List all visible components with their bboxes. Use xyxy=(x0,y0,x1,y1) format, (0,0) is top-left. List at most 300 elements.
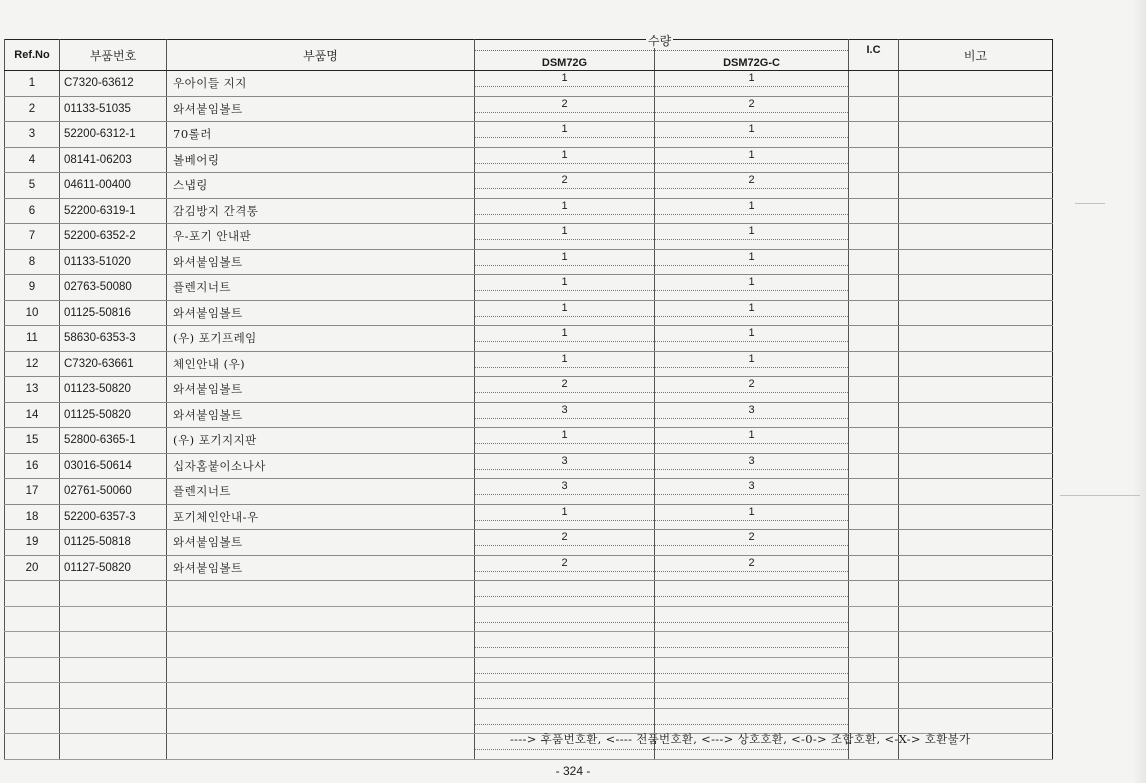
qty-dotted-line xyxy=(655,622,848,623)
ref-no-cell: 8 xyxy=(5,249,60,275)
qty-dotted-line xyxy=(475,596,654,597)
qty-model-1-cell xyxy=(475,402,655,428)
part-no-cell: 01133-51020 xyxy=(60,249,167,275)
qty-model-2-cell xyxy=(655,198,849,224)
part-name-cell: 와셔붙임볼트 xyxy=(167,300,475,326)
qty-dotted-line xyxy=(475,341,654,342)
qty-dotted-line xyxy=(655,443,848,444)
qty-dotted-line xyxy=(475,494,654,495)
ref-no-cell: 16 xyxy=(5,453,60,479)
qty-dotted-line xyxy=(475,545,654,546)
part-name-cell: 볼베어링 xyxy=(167,147,475,173)
remarks-cell xyxy=(899,122,1053,148)
qty-model-2-cell xyxy=(655,683,849,709)
ic-cell xyxy=(849,683,899,709)
qty-model-2-cell xyxy=(655,453,849,479)
qty-value: 2 xyxy=(561,378,568,390)
part-name-cell xyxy=(167,657,475,683)
ref-no-cell: 17 xyxy=(5,479,60,505)
qty-dotted-line xyxy=(475,647,654,648)
table-row xyxy=(5,555,1053,581)
ref-no-cell: 14 xyxy=(5,402,60,428)
qty-dotted-line xyxy=(475,137,654,138)
qty-divider xyxy=(655,50,848,51)
part-no-cell: 01125-50818 xyxy=(60,530,167,556)
qty-dotted-line xyxy=(655,545,848,546)
remarks-cell xyxy=(899,657,1053,683)
table-row xyxy=(5,147,1053,173)
ref-no-cell: 15 xyxy=(5,428,60,454)
qty-value: 1 xyxy=(561,301,568,314)
qty-model-1-cell xyxy=(475,249,655,275)
header-qty-model-1 xyxy=(475,40,655,71)
remarks-cell xyxy=(899,198,1053,224)
remarks-cell xyxy=(899,326,1053,352)
remarks-cell xyxy=(899,300,1053,326)
qty-value: 1 xyxy=(748,352,755,365)
qty-dotted-line xyxy=(655,596,848,597)
part-name-cell xyxy=(167,683,475,709)
scan-speck xyxy=(1075,203,1105,204)
qty-model-1-cell xyxy=(475,147,655,173)
qty-dotted-line xyxy=(655,571,848,572)
part-name-cell: 포기체인안내-우 xyxy=(167,504,475,530)
ic-cell xyxy=(849,708,899,734)
header-ref-no: Ref.No xyxy=(5,40,60,71)
remarks-cell xyxy=(899,555,1053,581)
qty-value: 1 xyxy=(748,199,755,212)
qty-model-1-cell xyxy=(475,479,655,505)
qty-model-2-cell xyxy=(655,300,849,326)
header-remarks: 비고 xyxy=(899,40,1053,71)
part-no-cell: 52200-6319-1 xyxy=(60,198,167,224)
ic-cell xyxy=(849,453,899,479)
qty-dotted-line xyxy=(475,239,654,240)
part-no-cell: 01133-51035 xyxy=(60,96,167,122)
remarks-cell xyxy=(899,453,1053,479)
part-name-cell: 와셔붙임볼트 xyxy=(167,530,475,556)
ic-cell xyxy=(849,96,899,122)
qty-dotted-line xyxy=(475,214,654,215)
part-no-cell: 01125-50816 xyxy=(60,300,167,326)
ic-cell xyxy=(849,147,899,173)
ref-no-cell xyxy=(5,708,60,734)
part-name-cell: 체인안내 (우) xyxy=(167,351,475,377)
remarks-cell xyxy=(899,606,1053,632)
qty-value: 2 xyxy=(748,556,755,569)
qty-value: 1 xyxy=(561,148,568,161)
qty-value: 1 xyxy=(561,276,568,288)
remarks-cell xyxy=(899,428,1053,454)
qty-model-1-cell xyxy=(475,504,655,530)
part-name-cell: 우아이들 지지 xyxy=(167,71,475,97)
ic-cell xyxy=(849,555,899,581)
part-no-cell xyxy=(60,708,167,734)
ref-no-cell: 20 xyxy=(5,555,60,581)
part-no-cell: C7320-63661 xyxy=(60,351,167,377)
remarks-cell xyxy=(899,96,1053,122)
part-name-cell: 와셔붙임볼트 xyxy=(167,377,475,403)
part-no-cell: C7320-63612 xyxy=(60,71,167,97)
part-name-cell xyxy=(167,708,475,734)
qty-dotted-line xyxy=(475,698,654,699)
qty-dotted-line xyxy=(655,698,848,699)
qty-model-1-cell xyxy=(475,453,655,479)
part-name-cell: 와셔붙임볼트 xyxy=(167,249,475,275)
ic-cell xyxy=(849,632,899,658)
table-row xyxy=(5,351,1053,377)
qty-dotted-line xyxy=(655,239,848,240)
ic-cell xyxy=(849,198,899,224)
qty-model-2-cell xyxy=(655,479,849,505)
ref-no-cell: 1 xyxy=(5,71,60,97)
part-no-cell: 02763-50080 xyxy=(60,275,167,301)
qty-dotted-line xyxy=(475,316,654,317)
qty-value: 1 xyxy=(561,429,568,441)
ref-no-cell: 5 xyxy=(5,173,60,199)
qty-model-1-cell xyxy=(475,683,655,709)
remarks-cell xyxy=(899,708,1053,734)
part-no-cell xyxy=(60,581,167,607)
qty-value: 1 xyxy=(748,72,755,84)
qty-dotted-line xyxy=(475,673,654,674)
qty-model-2-cell xyxy=(655,249,849,275)
table-row xyxy=(5,173,1053,199)
qty-value: 1 xyxy=(748,250,755,263)
qty-dotted-line xyxy=(475,392,654,393)
part-name-cell xyxy=(167,581,475,607)
qty-value: 2 xyxy=(748,531,755,543)
empty-row xyxy=(5,581,1053,607)
ref-no-cell: 9 xyxy=(5,275,60,301)
remarks-cell xyxy=(899,581,1053,607)
part-no-cell xyxy=(60,734,167,760)
part-no-cell: 01125-50820 xyxy=(60,402,167,428)
part-no-cell xyxy=(60,606,167,632)
ic-cell xyxy=(849,504,899,530)
qty-model-2-cell xyxy=(655,402,849,428)
qty-value: 2 xyxy=(748,174,755,186)
qty-value: 1 xyxy=(748,429,755,441)
qty-dotted-line xyxy=(475,520,654,521)
remarks-cell xyxy=(899,249,1053,275)
remarks-cell xyxy=(899,377,1053,403)
qty-model-2-cell xyxy=(655,147,849,173)
qty-model-1-cell xyxy=(475,428,655,454)
qty-model-2-cell xyxy=(655,555,849,581)
remarks-cell xyxy=(899,275,1053,301)
remarks-cell xyxy=(899,402,1053,428)
qty-value: 2 xyxy=(561,174,568,186)
remarks-cell xyxy=(899,504,1053,530)
remarks-cell xyxy=(899,173,1053,199)
ic-cell xyxy=(849,428,899,454)
remarks-cell xyxy=(899,351,1053,377)
qty-model-2-cell xyxy=(655,504,849,530)
part-no-cell: 04611-00400 xyxy=(60,173,167,199)
qty-dotted-line xyxy=(655,520,848,521)
qty-value: 1 xyxy=(561,72,568,84)
ic-cell xyxy=(849,657,899,683)
qty-model-1-cell xyxy=(475,275,655,301)
qty-dotted-line xyxy=(655,392,848,393)
ic-cell xyxy=(849,122,899,148)
ref-no-cell: 19 xyxy=(5,530,60,556)
part-no-cell: 52200-6357-3 xyxy=(60,504,167,530)
ref-no-cell: 18 xyxy=(5,504,60,530)
ref-no-cell xyxy=(5,657,60,683)
ref-no-cell: 2 xyxy=(5,96,60,122)
remarks-cell xyxy=(899,479,1053,505)
qty-model-2-cell xyxy=(655,351,849,377)
table-row xyxy=(5,402,1053,428)
qty-model-2-cell xyxy=(655,632,849,658)
table-row xyxy=(5,300,1053,326)
qty-model-2-cell xyxy=(655,530,849,556)
ref-no-cell xyxy=(5,606,60,632)
remarks-cell xyxy=(899,683,1053,709)
qty-value: 1 xyxy=(561,327,568,339)
qty-dotted-line xyxy=(655,469,848,470)
qty-value: 3 xyxy=(561,480,568,492)
ic-cell xyxy=(849,326,899,352)
qty-dotted-line xyxy=(475,443,654,444)
ic-cell xyxy=(849,377,899,403)
qty-model-1-cell xyxy=(475,122,655,148)
ic-cell xyxy=(849,249,899,275)
qty-value: 1 xyxy=(561,123,568,135)
ref-no-cell: 6 xyxy=(5,198,60,224)
qty-dotted-line xyxy=(475,724,654,725)
qty-value: 1 xyxy=(748,276,755,288)
qty-divider xyxy=(475,50,654,51)
qty-value: 1 xyxy=(748,225,755,237)
qty-model-2-cell xyxy=(655,657,849,683)
part-name-cell: 십자홈붙이소나사 xyxy=(167,453,475,479)
part-no-cell: 02761-50060 xyxy=(60,479,167,505)
qty-dotted-line xyxy=(655,188,848,189)
part-no-cell: 08141-06203 xyxy=(60,147,167,173)
qty-model-2-cell xyxy=(655,428,849,454)
empty-row xyxy=(5,657,1053,683)
part-no-cell: 01127-50820 xyxy=(60,555,167,581)
qty-value: 2 xyxy=(748,97,755,110)
qty-model-2-cell xyxy=(655,377,849,403)
part-name-cell: 와셔붙임볼트 xyxy=(167,555,475,581)
qty-value: 3 xyxy=(561,454,568,467)
part-name-cell: (우) 포기지지판 xyxy=(167,428,475,454)
ref-no-cell: 3 xyxy=(5,122,60,148)
qty-model-1-cell xyxy=(475,530,655,556)
qty-dotted-line xyxy=(655,724,848,725)
qty-model-1-cell xyxy=(475,632,655,658)
part-name-cell: 감김방지 간격통 xyxy=(167,198,475,224)
qty-dotted-line xyxy=(475,188,654,189)
qty-value: 2 xyxy=(561,556,568,569)
table-row xyxy=(5,96,1053,122)
compatibility-legend: ----> 후품번호환, <---- 전품번호환, <---> 상호호환, <-0-> 조합호환, <-X-> 호환불가 xyxy=(510,732,971,746)
qty-dotted-line xyxy=(655,214,848,215)
qty-value: 3 xyxy=(748,480,755,492)
qty-value: 3 xyxy=(561,403,568,416)
qty-dotted-line xyxy=(655,418,848,419)
ic-cell xyxy=(849,173,899,199)
model-2-label: DSM72G-C xyxy=(723,57,780,69)
qty-model-2-cell xyxy=(655,581,849,607)
qty-value: 2 xyxy=(561,531,568,543)
qty-dotted-line xyxy=(475,163,654,164)
qty-model-1-cell xyxy=(475,224,655,250)
part-name-cell: 와셔붙임볼트 xyxy=(167,96,475,122)
quantity-title: 수량 xyxy=(648,34,672,48)
qty-value: 3 xyxy=(748,403,755,416)
table-row xyxy=(5,122,1053,148)
parts-table xyxy=(4,39,1053,760)
qty-value: 1 xyxy=(561,250,568,263)
part-name-cell: 우-포기 안내판 xyxy=(167,224,475,250)
ic-cell xyxy=(849,71,899,97)
qty-model-1-cell xyxy=(475,198,655,224)
part-name-cell: 플렌지너트 xyxy=(167,479,475,505)
qty-dotted-line xyxy=(655,86,848,87)
qty-value: 1 xyxy=(748,301,755,314)
part-name-cell: 플렌지너트 xyxy=(167,275,475,301)
part-name-cell: (우) 포기프레임 xyxy=(167,326,475,352)
qty-model-2-cell xyxy=(655,224,849,250)
ic-cell xyxy=(849,606,899,632)
qty-model-1-cell xyxy=(475,351,655,377)
table-row xyxy=(5,428,1053,454)
qty-dotted-line xyxy=(475,290,654,291)
qty-dotted-line xyxy=(655,341,848,342)
part-name-cell: 70롤러 xyxy=(167,122,475,148)
qty-model-1-cell xyxy=(475,708,655,734)
header-part-no: 부품번호 xyxy=(60,40,167,71)
table-row xyxy=(5,275,1053,301)
header-part-name: 부품명 xyxy=(167,40,475,71)
ref-no-cell: 13 xyxy=(5,377,60,403)
qty-model-1-cell xyxy=(475,555,655,581)
ref-no-cell xyxy=(5,581,60,607)
qty-dotted-line xyxy=(475,571,654,572)
page-number: - 324 - xyxy=(555,764,591,778)
qty-model-2-cell xyxy=(655,708,849,734)
qty-model-2-cell xyxy=(655,326,849,352)
part-no-cell xyxy=(60,683,167,709)
table-row xyxy=(5,249,1053,275)
part-no-cell: 01123-50820 xyxy=(60,377,167,403)
table-row xyxy=(5,530,1053,556)
qty-model-1-cell xyxy=(475,606,655,632)
qty-dotted-line xyxy=(655,112,848,113)
ref-no-cell xyxy=(5,632,60,658)
table-row xyxy=(5,377,1053,403)
qty-model-2-cell xyxy=(655,122,849,148)
ref-no-cell: 4 xyxy=(5,147,60,173)
qty-dotted-line xyxy=(655,367,848,368)
qty-model-2-cell xyxy=(655,275,849,301)
ic-cell xyxy=(849,530,899,556)
empty-row xyxy=(5,683,1053,709)
qty-value: 2 xyxy=(748,378,755,390)
qty-value: 1 xyxy=(561,505,568,518)
remarks-cell xyxy=(899,71,1053,97)
qty-dotted-line xyxy=(475,86,654,87)
part-no-cell: 52200-6312-1 xyxy=(60,122,167,148)
qty-model-1-cell xyxy=(475,96,655,122)
ic-cell xyxy=(849,224,899,250)
qty-model-1-cell xyxy=(475,377,655,403)
ic-cell xyxy=(849,300,899,326)
qty-model-1-cell xyxy=(475,581,655,607)
qty-dotted-line xyxy=(475,265,654,266)
empty-row xyxy=(5,708,1053,734)
ic-cell xyxy=(849,402,899,428)
qty-value: 1 xyxy=(561,199,568,212)
qty-dotted-line xyxy=(475,367,654,368)
part-no-cell xyxy=(60,632,167,658)
qty-model-2-cell xyxy=(655,606,849,632)
qty-value: 1 xyxy=(748,123,755,135)
qty-dotted-line xyxy=(655,647,848,648)
part-no-cell: 58630-6353-3 xyxy=(60,326,167,352)
table-row xyxy=(5,479,1053,505)
qty-dotted-line xyxy=(655,494,848,495)
part-no-cell: 03016-50614 xyxy=(60,453,167,479)
ref-no-cell xyxy=(5,683,60,709)
table-row xyxy=(5,198,1053,224)
qty-value: 2 xyxy=(561,97,568,110)
qty-value: 1 xyxy=(748,327,755,339)
part-no-cell xyxy=(60,657,167,683)
empty-row xyxy=(5,632,1053,658)
part-no-cell: 52200-6352-2 xyxy=(60,224,167,250)
table-row xyxy=(5,71,1053,97)
qty-model-1-cell xyxy=(475,657,655,683)
qty-value: 1 xyxy=(561,225,568,237)
qty-value: 1 xyxy=(561,352,568,365)
qty-model-2-cell xyxy=(655,96,849,122)
part-name-cell xyxy=(167,606,475,632)
remarks-cell xyxy=(899,632,1053,658)
header-qty-model-2 xyxy=(655,40,849,71)
table-header-row xyxy=(5,40,1053,71)
qty-dotted-line xyxy=(655,316,848,317)
ref-no-cell: 12 xyxy=(5,351,60,377)
scan-speck xyxy=(1060,495,1140,496)
qty-model-1-cell xyxy=(475,173,655,199)
qty-model-1-cell xyxy=(475,326,655,352)
qty-dotted-line xyxy=(475,418,654,419)
ref-no-cell: 10 xyxy=(5,300,60,326)
remarks-cell xyxy=(899,530,1053,556)
remarks-cell xyxy=(899,147,1053,173)
ic-cell xyxy=(849,581,899,607)
ic-cell xyxy=(849,479,899,505)
part-no-cell: 52800-6365-1 xyxy=(60,428,167,454)
qty-dotted-line xyxy=(655,290,848,291)
part-name-cell xyxy=(167,734,475,760)
ref-no-cell: 7 xyxy=(5,224,60,250)
ref-no-cell: 11 xyxy=(5,326,60,352)
part-name-cell xyxy=(167,632,475,658)
qty-model-1-cell xyxy=(475,71,655,97)
table-row xyxy=(5,504,1053,530)
qty-model-2-cell xyxy=(655,71,849,97)
qty-dotted-line xyxy=(475,112,654,113)
part-name-cell: 와셔붙임볼트 xyxy=(167,402,475,428)
qty-dotted-line xyxy=(475,469,654,470)
